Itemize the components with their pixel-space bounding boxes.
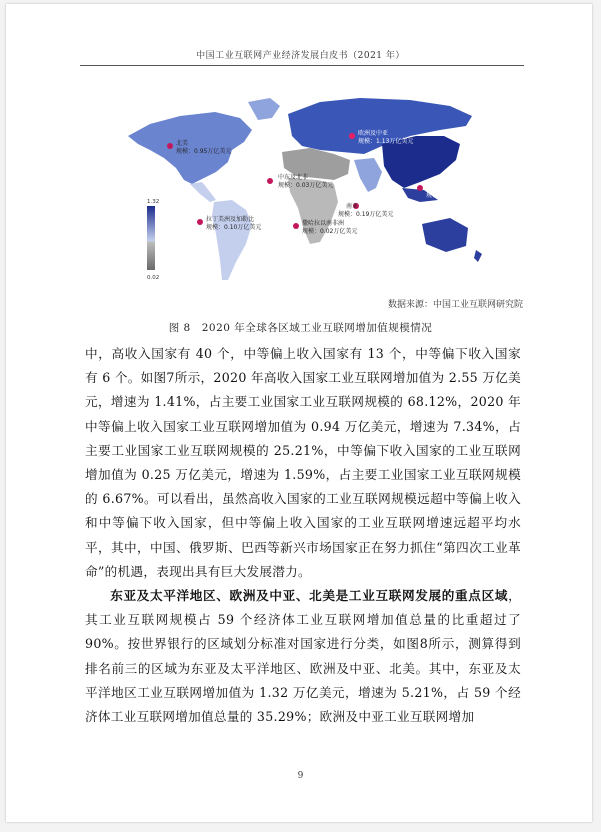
label-latin-america-value: 规模：0.10万亿美元: [206, 224, 262, 231]
label-subsaharan-name: 撒哈拉以南非洲: [302, 220, 345, 227]
pin-north-america-icon: [167, 143, 173, 149]
region-south-asia: [354, 158, 382, 192]
paragraph-2-heading: 东亚及太平洋地区、欧洲及中亚、北美是工业互联网发展的重点区域: [110, 588, 509, 604]
world-map-figure: [120, 84, 490, 294]
label-europe-value: 规模：1.13万亿美元: [358, 138, 414, 145]
legend-min-label: 0.02: [147, 275, 160, 281]
running-header: 中国工业互联网产业经济发展白皮书（2021 年）: [196, 51, 405, 61]
label-mena-name: 中东及北非: [278, 174, 309, 181]
paragraph-2-text: ，其工业互联网规模占 59 个经济体工业互联网增加值总量的比重超过了 90%。按世界银行的区域划分标准对国家进行分类，如图8所示，测算得到排名前三的区域为东亚及太平洋地区、欧洲及中亚、北美。其中，东亚及太平洋地区工业互联网增加值为 1.32 万亿美元，增速为 5.21%，占 59 个经济体工业互联网增加值总量的 35.29%；欧洲及中亚工业互联网增加: [85, 588, 521, 725]
region-central-america: [190, 182, 216, 202]
label-north-america-value: 规模：0.95万亿美元: [176, 148, 232, 155]
label-east-asia-value: 规模：1.32万亿美元: [426, 192, 482, 199]
pin-europe-icon: [349, 133, 355, 139]
header-rule: [80, 65, 524, 66]
world-map: [120, 84, 490, 294]
body-text: [85, 342, 521, 729]
region-new-zealand: [474, 250, 482, 262]
label-north-america-name: 北美: [176, 140, 189, 147]
paragraph-1: 中，高收入国家有 40 个，中等偏上收入国家有 13 个，中等偏下收入国家有 6 个。如图7所示，2020 年高收入国家工业互联网增加值为 2.55 万亿美元，增速为 1.41%，占主要工业国家工业互联网规模的 68.12%，2020 年中等偏上收入国家工业互联网增加值为 0.94 万亿美元，增速为 7.34%，占主要工业国家工业互联网规模的 25.21%，中等偏下收入国家的工业互联网增加值为 0.25 万亿美元，增速为 1.59%，占主要工业国家工业互联网规模的 6.67%。可以看出，虽然高收入国家的工业互联网规模远超中等偏上收入和中等偏下收入国家，但中等偏上收入国家的工业互联网增速远超平均水平，其中，中国、俄罗斯、巴西等新兴市场国家正在努力抓住“第四次工业革命”的机遇，表现出具有巨大发展潜力。: [85, 346, 521, 579]
figure-caption: 图 8 2020 年全球各区域工业互联网增加值规模情况: [168, 322, 433, 334]
paragraph-2: [85, 584, 521, 729]
pin-east-asia-icon: [417, 185, 423, 191]
figure-source: 数据来源：中国工业互联网研究院: [387, 300, 523, 310]
region-greenland: [248, 98, 280, 120]
pin-latin-america-icon: [197, 219, 203, 225]
pin-mena-icon: [267, 178, 273, 184]
region-latin-america: [212, 200, 252, 280]
legend-bar: [147, 206, 155, 270]
label-europe-name: 欧洲及中亚: [358, 130, 389, 137]
region-australia: [422, 218, 468, 252]
legend-max-label: 1.32: [147, 199, 160, 205]
label-latin-america-name: 拉丁美洲及加勒比: [206, 216, 255, 223]
label-east-asia-name: 东亚及太平洋: [426, 184, 463, 191]
label-mena-value: 规模：0.03万亿美元: [278, 182, 334, 189]
label-south-asia-name: 南亚: [346, 203, 359, 210]
label-subsaharan-value: 规模：0.02万亿美元: [302, 228, 358, 235]
label-south-asia-value: 规模：0.19万亿美元: [338, 211, 394, 218]
page-number: 9: [297, 771, 304, 781]
pin-subsaharan-icon: [293, 223, 299, 229]
